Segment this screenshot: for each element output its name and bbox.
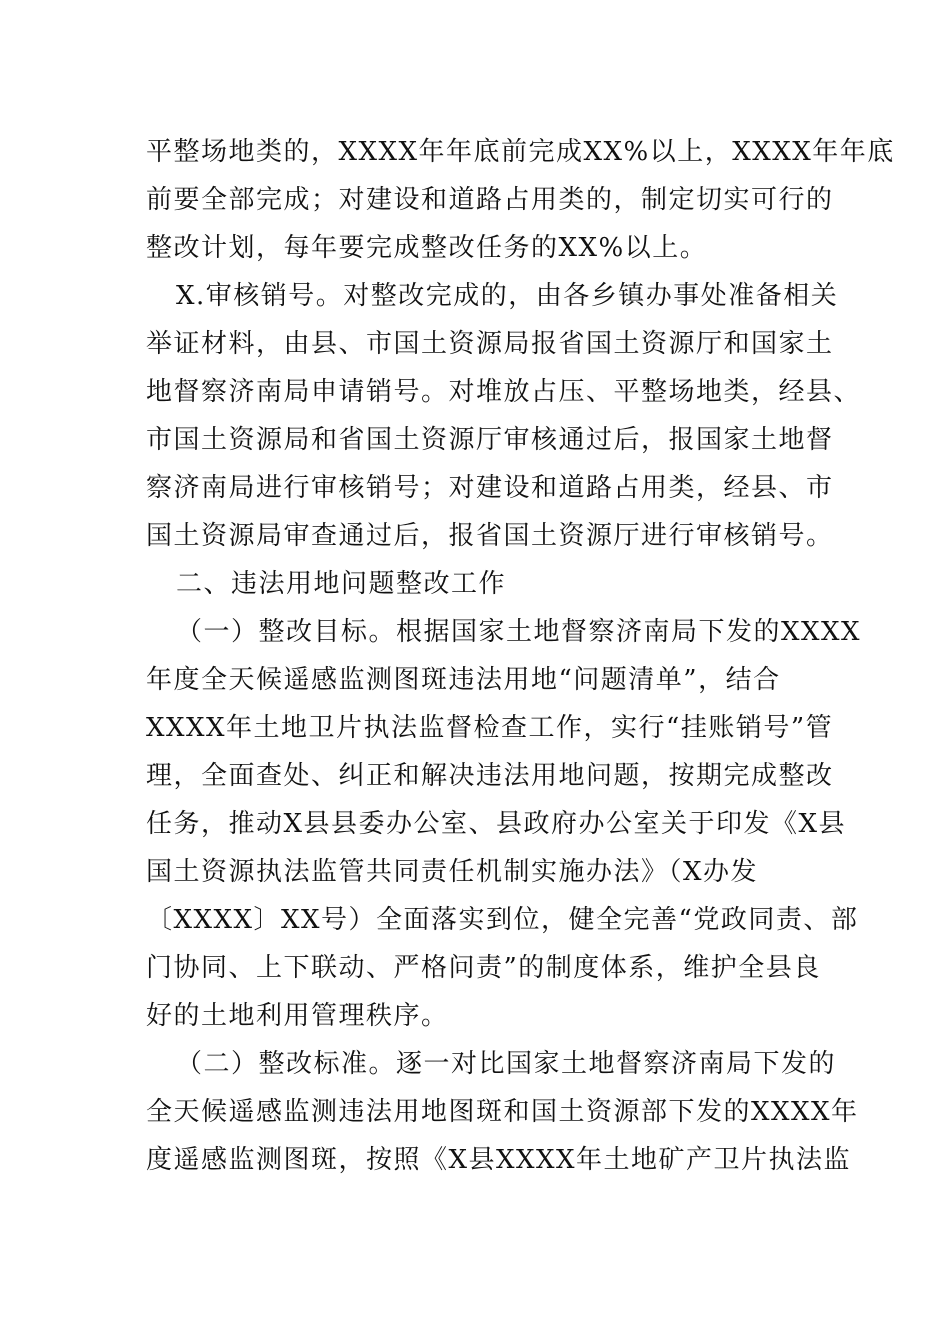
text-line: （二）整改标准。逐一对比国家土地督察济南局下发的 [176,1049,837,1079]
text-line: X.审核销号。对整改完成的，由各乡镇办事处准备相关 [176,281,839,311]
text-line: 全天候遥感监测违法用地图斑和国土资源部下发的XXXX年 [146,1097,859,1127]
text-line: 举证材料，由县、市国土资源局报省国土资源厅和国家土 [146,329,834,359]
text-line: 任务，推动X县县委办公室、县政府办公室关于印发《X县 [146,809,847,839]
text-line: 市国土资源局和省国土资源厅审核通过后，报国家土地督 [146,425,834,455]
text-line: （一）整改目标。根据国家土地督察济南局下发的XXXX [176,617,862,647]
text-line: 好的土地利用管理秩序。 [146,1001,449,1031]
text-line: 国土资源局审查通过后，报省国土资源厅进行审核销号。 [146,521,834,551]
text-line: 平整场地类的，XXXX年年底前完成XX%以上，XXXX年年底 [146,137,895,167]
text-line: 前要全部完成；对建设和道路占用类的，制定切实可行的 [146,185,834,215]
text-line: 国土资源执法监管共同责任机制实施办法》（X办发 [146,857,759,887]
text-line: 地督察济南局申请销号。对堆放占压、平整场地类，经县、 [146,377,862,407]
section-heading: 二、违法用地问题整改工作 [176,569,507,599]
text-line: 理，全面查处、纠正和解决违法用地问题，按期完成整改 [146,761,834,791]
text-line: 察济南局进行审核销号；对建设和道路占用类，经县、市 [146,473,834,503]
text-line: 年度全天候遥感监测图斑违法用地“问题清单”，结合 [146,665,781,695]
text-line: XXXX年土地卫片执法监督检查工作，实行“挂账销号”管 [146,713,834,743]
text-line: 〔XXXX〕XX号）全面落实到位，健全完善“党政同责、部 [146,905,859,935]
text-line: 度遥感监测图斑，按照《X县XXXX年土地矿产卫片执法监 [146,1145,852,1175]
text-line: 门协同、上下联动、严格问责”的制度体系，维护全县良 [146,953,821,983]
text-line: 整改计划，每年要完成整改任务的XX%以上。 [146,233,708,263]
